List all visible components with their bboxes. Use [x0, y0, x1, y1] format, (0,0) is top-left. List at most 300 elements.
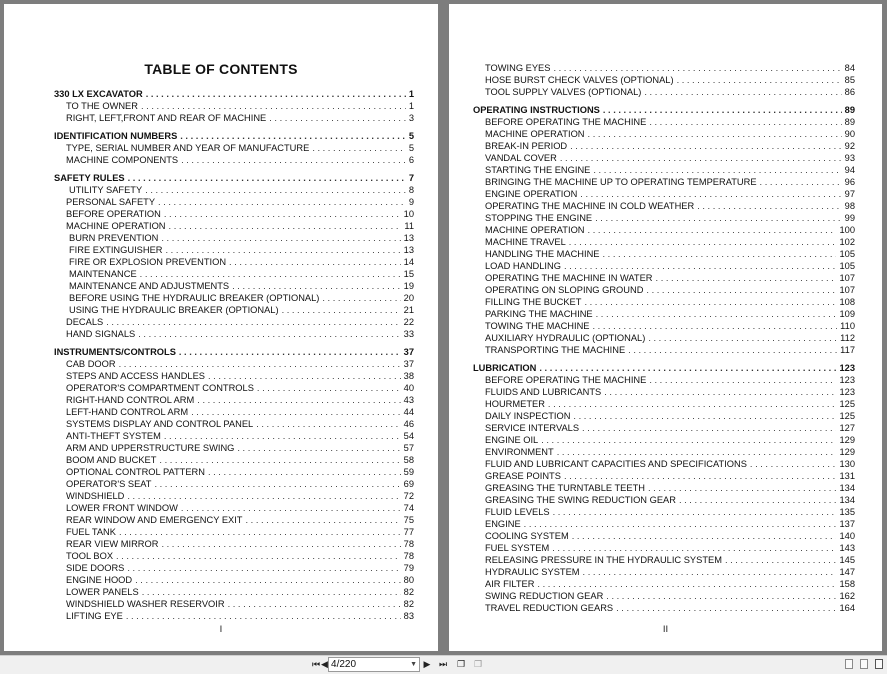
toc-entry[interactable]	[449, 152, 882, 164]
dot-leader	[161, 538, 400, 550]
toc-entry-label: LOAD HANDLING	[485, 261, 561, 271]
toc-entry-label: MACHINE TRAVEL	[485, 237, 566, 247]
toc-entry-label: VANDAL COVER	[485, 153, 557, 163]
toc-entry[interactable]	[4, 478, 438, 490]
toc-entry-page: 14	[403, 257, 414, 267]
page-number-left: I	[219, 624, 223, 635]
toc-entry-label: MACHINE COMPONENTS	[66, 155, 179, 165]
toc-entry[interactable]	[4, 442, 438, 454]
single-page-icon[interactable]: ❐	[456, 659, 466, 669]
toc-entry-label: SWING REDUCTION GEAR	[485, 591, 604, 601]
toc-entry-label: INSTRUMENTS/CONTROLS	[54, 347, 176, 357]
toc-entry-label: BOOM AND BUCKET	[66, 455, 157, 465]
toc-entry-label: ARM AND UPPERSTRUCTURE SWING	[66, 443, 235, 453]
dot-leader	[548, 398, 837, 410]
two-page-icon[interactable]: ❐	[473, 659, 483, 669]
page-field-value: 4	[331, 659, 337, 670]
toc-entry-label: ENGINE OIL	[485, 435, 539, 445]
first-page-icon[interactable]: ⏮	[311, 659, 321, 669]
toc-entry[interactable]	[4, 574, 438, 586]
toc-entry[interactable]	[449, 140, 882, 152]
toc-entry-page: 9	[408, 197, 414, 207]
toc-entry-label: HOURMETER	[485, 399, 545, 409]
toc-entry-label: OPERATING THE MACHINE IN WATER	[485, 273, 653, 283]
toc-entry-page: 135	[839, 507, 855, 517]
panel-toggle-icon[interactable]	[875, 659, 883, 669]
toc-entry-page: 105	[839, 261, 855, 271]
dot-leader	[145, 184, 406, 196]
toc-entry[interactable]	[4, 610, 438, 622]
toc-entry[interactable]	[4, 304, 438, 316]
dot-leader	[564, 470, 837, 482]
toc-entry-page: 58	[403, 455, 414, 465]
toc-entry[interactable]	[449, 578, 882, 590]
toc-entry-label: GREASING THE TURNTABLE TEETH	[485, 483, 645, 493]
toc-entry[interactable]	[4, 268, 438, 280]
toc-entry-label: SYSTEMS DISPLAY AND CONTROL PANEL	[66, 419, 254, 429]
toc-entry-label: DAILY INSPECTION	[485, 411, 571, 421]
toc-entry[interactable]	[449, 518, 882, 530]
dot-leader	[181, 154, 406, 166]
toc-entry-page: 90	[844, 129, 855, 139]
toc-entry-page: 82	[403, 599, 414, 609]
toc-entry-page: 86	[844, 87, 855, 97]
toc-entry-page: 33	[403, 329, 414, 339]
toc-entry[interactable]	[4, 598, 438, 610]
dot-leader	[166, 244, 401, 256]
toc-entry-label: LUBRICATION	[473, 363, 537, 373]
dot-leader	[760, 176, 842, 188]
toc-entry[interactable]	[449, 386, 882, 398]
dot-leader	[106, 316, 400, 328]
toc-entry-label: TYPE, SERIAL NUMBER AND YEAR OF MANUFACTURE	[66, 143, 310, 153]
toc-entry-page: 94	[844, 165, 855, 175]
toc-entry[interactable]	[4, 256, 438, 268]
toc-entry[interactable]	[4, 394, 438, 406]
toc-entry[interactable]	[4, 220, 438, 232]
toc-entry-page: 131	[839, 471, 855, 481]
toc-entry[interactable]	[4, 100, 438, 112]
toc-entry-label: TRANSPORTING THE MACHINE	[485, 345, 626, 355]
toc-entry[interactable]	[4, 184, 438, 196]
toc-list-right	[449, 62, 882, 614]
toc-entry[interactable]	[449, 74, 882, 86]
bookmark-icon[interactable]	[860, 659, 868, 669]
toc-entry-page: 44	[403, 407, 414, 417]
dot-leader	[119, 526, 401, 538]
toc-entry-label: GREASING THE SWING REDUCTION GEAR	[485, 495, 676, 505]
toc-entry-label: USING THE HYDRAULIC BREAKER (OPTIONAL)	[69, 305, 279, 315]
toc-entry-label: IDENTIFICATION NUMBERS	[54, 131, 178, 141]
toc-entry-page: 78	[403, 539, 414, 549]
toc-entry[interactable]	[4, 328, 438, 340]
toc-entry[interactable]	[4, 490, 438, 502]
toc-entry[interactable]	[4, 208, 438, 220]
toc-entry[interactable]	[449, 482, 882, 494]
toc-entry-label: FILLING THE BUCKET	[485, 297, 582, 307]
toc-entry[interactable]	[4, 154, 438, 166]
toc-entry[interactable]	[449, 62, 882, 74]
toc-entry[interactable]	[4, 418, 438, 430]
toc-entry[interactable]	[4, 346, 438, 358]
dot-leader	[140, 268, 401, 280]
toc-entry-label: ENVIRONMENT	[485, 447, 554, 457]
toc-entry-label: WINDSHIELD	[66, 491, 125, 501]
toc-entry[interactable]	[449, 530, 882, 542]
toc-entry[interactable]	[449, 590, 882, 602]
toc-entry-label: MAINTENANCE	[69, 269, 137, 279]
toc-entry-page: 15	[403, 269, 414, 279]
toc-entry-label: LOWER PANELS	[66, 587, 139, 597]
toc-entry[interactable]	[449, 188, 882, 200]
toc-entry-label: SIDE DOORS	[66, 563, 125, 573]
toc-entry-page: 69	[403, 479, 414, 489]
toc-entry-page: 140	[839, 531, 855, 541]
toc-entry-page: 40	[403, 383, 414, 393]
toc-entry[interactable]	[449, 434, 882, 446]
toc-entry-label: LIFTING EYE	[66, 611, 123, 621]
toc-entry-label: OPERATOR'S COMPARTMENT CONTROLS	[66, 383, 254, 393]
toc-entry-label: 330 LX EXCAVATOR	[54, 89, 143, 99]
toc-entry[interactable]	[449, 554, 882, 566]
toc-entry[interactable]	[4, 514, 438, 526]
toc-entry-page: 127	[839, 423, 855, 433]
toc-entry-page: 82	[403, 587, 414, 597]
dot-leader	[228, 598, 401, 610]
prev-page-icon[interactable]: ◀	[321, 659, 328, 669]
toc-entry-label: DECALS	[66, 317, 104, 327]
toc-entry-label: TOOL SUPPLY VALVES (OPTIONAL)	[485, 87, 642, 97]
toc-entry-page: 143	[839, 543, 855, 553]
page-number-input[interactable]	[328, 657, 420, 672]
toc-entry[interactable]	[449, 86, 882, 98]
toc-entry-page: 89	[844, 117, 855, 127]
toc-entry[interactable]	[449, 308, 882, 320]
toc-entry[interactable]	[449, 458, 882, 470]
dot-leader	[269, 112, 406, 124]
dot-leader	[553, 62, 841, 74]
toc-entry[interactable]	[449, 332, 882, 344]
toc-entry-page: 1	[408, 101, 414, 111]
dot-leader	[606, 590, 836, 602]
dot-leader	[584, 296, 836, 308]
toc-entry-label: ANTI-THEFT SYSTEM	[66, 431, 161, 441]
dot-leader	[750, 458, 837, 470]
toc-entry[interactable]	[4, 196, 438, 208]
toc-entry-page: 129	[839, 435, 855, 445]
toc-entry-label: STARTING THE ENGINE	[485, 165, 591, 175]
dot-leader	[128, 172, 406, 184]
toc-entry-page: 1	[408, 89, 414, 99]
dot-leader	[616, 602, 836, 614]
toc-entry-page: 5	[408, 143, 414, 153]
dot-leader	[588, 128, 842, 140]
dot-leader	[644, 86, 841, 98]
dot-leader	[557, 446, 837, 458]
toc-entry-page: 109	[839, 309, 855, 319]
dot-leader	[573, 410, 836, 422]
dot-leader	[197, 394, 400, 406]
toc-entry-label: FIRE OR EXPLOSION PREVENTION	[69, 257, 227, 267]
toc-entry-page: 100	[839, 225, 855, 235]
toc-entry[interactable]	[4, 562, 438, 574]
toc-entry-page: 137	[839, 519, 855, 529]
toc-entry-page: 13	[403, 233, 414, 243]
toc-entry-page: 145	[839, 555, 855, 565]
toc-entry-label: TRAVEL REDUCTION GEARS	[485, 603, 614, 613]
toc-entry[interactable]	[449, 236, 882, 248]
toc-entry[interactable]	[449, 164, 882, 176]
toc-entry[interactable]	[4, 370, 438, 382]
dot-leader	[257, 382, 401, 394]
toc-entry-page: 37	[403, 347, 414, 357]
toc-entry-page: 3	[408, 113, 414, 123]
toc-entry-page: 129	[839, 447, 855, 457]
dot-leader	[164, 430, 401, 442]
view-mode-icon[interactable]	[845, 659, 853, 669]
toc-entry-page: 19	[403, 281, 414, 291]
toc-entry[interactable]	[4, 406, 438, 418]
toc-entry[interactable]	[449, 506, 882, 518]
toc-entry[interactable]	[449, 398, 882, 410]
toc-entry-page: 134	[839, 483, 855, 493]
toc-entry-label: BEFORE OPERATING THE MACHINE	[485, 117, 647, 127]
dot-leader	[656, 272, 837, 284]
toc-entry-page: 83	[403, 611, 414, 621]
toc-entry[interactable]	[449, 470, 882, 482]
toc-entry-label: BURN PREVENTION	[69, 233, 159, 243]
toc-entry-label: HOSE BURST CHECK VALVES (OPTIONAL)	[485, 75, 674, 85]
toc-entry-label: MACHINE OPERATION	[485, 129, 585, 139]
toc-entry-page: 78	[403, 551, 414, 561]
toc-entry[interactable]	[4, 358, 438, 370]
toc-entry[interactable]	[449, 602, 882, 614]
dot-leader	[154, 478, 400, 490]
dot-leader	[246, 514, 401, 526]
toc-entry-label: BREAK-IN PERIOD	[485, 141, 568, 151]
dot-leader	[677, 74, 842, 86]
toc-entry[interactable]	[4, 586, 438, 598]
chevron-down-icon[interactable]: ▼	[410, 661, 417, 668]
toc-entry-page: 123	[839, 387, 855, 397]
toc-entry-label: OPTIONAL CONTROL PATTERN	[66, 467, 205, 477]
toc-entry-label: OPERATOR'S SEAT	[66, 479, 152, 489]
dot-leader	[116, 550, 401, 562]
dot-leader	[560, 152, 842, 164]
toc-entry-page: 11	[404, 221, 414, 231]
toc-entry[interactable]	[4, 382, 438, 394]
dot-leader	[604, 386, 836, 398]
toc-entry-page: 8	[408, 185, 414, 195]
toc-entry[interactable]	[449, 248, 882, 260]
toc-entry-page: 110	[840, 321, 855, 331]
toc-entry[interactable]	[449, 116, 882, 128]
toc-entry[interactable]	[449, 542, 882, 554]
toc-entry-label: RIGHT, LEFT,FRONT AND REAR OF MACHINE	[66, 113, 267, 123]
page-number-right: II	[662, 624, 669, 635]
toc-entry-label: FLUIDS AND LUBRICANTS	[485, 387, 602, 397]
last-page-icon[interactable]: ⏭	[438, 659, 448, 669]
toc-entry[interactable]	[4, 502, 438, 514]
dot-leader	[181, 502, 401, 514]
toc-entry[interactable]	[4, 172, 438, 184]
dot-leader	[628, 344, 837, 356]
toc-entry-label: MAINTENANCE AND ADJUSTMENTS	[69, 281, 230, 291]
toc-entry-page: 77	[403, 527, 414, 537]
toc-entry-page: 89	[844, 105, 855, 115]
toc-entry-page: 97	[844, 189, 855, 199]
toc-entry[interactable]	[449, 446, 882, 458]
dot-leader	[595, 212, 842, 224]
dot-leader	[570, 140, 842, 152]
toc-entry-label: COOLING SYSTEM	[485, 531, 569, 541]
dot-leader	[541, 434, 836, 446]
dot-leader	[208, 370, 401, 382]
toc-entry[interactable]	[449, 224, 882, 236]
toc-entry-page: 92	[844, 141, 855, 151]
dot-leader	[119, 358, 401, 370]
dot-leader	[208, 466, 401, 478]
toc-entry[interactable]	[4, 88, 438, 100]
toc-entry-page: 96	[844, 177, 855, 187]
dot-leader	[232, 280, 401, 292]
toc-entry-page: 164	[839, 603, 855, 613]
toc-entry-label: UTILITY SAFETY	[69, 185, 143, 195]
toc-entry[interactable]	[449, 410, 882, 422]
dot-leader	[146, 88, 406, 100]
toc-entry-label: HYDRAULIC SYSTEM	[485, 567, 580, 577]
dot-leader	[679, 494, 837, 506]
toc-entry[interactable]	[449, 320, 882, 332]
toc-entry[interactable]	[449, 374, 882, 386]
toc-entry[interactable]	[449, 104, 882, 116]
toc-entry-label: CAB DOOR	[66, 359, 116, 369]
toc-entry[interactable]	[449, 296, 882, 308]
toc-entry[interactable]	[4, 232, 438, 244]
toc-entry[interactable]	[449, 284, 882, 296]
dot-leader	[161, 232, 400, 244]
dot-leader	[229, 256, 401, 268]
dot-leader	[524, 518, 837, 530]
dot-leader	[537, 578, 836, 590]
toc-entry-label: OPERATING THE MACHINE IN COLD WEATHER	[485, 201, 695, 211]
toc-entry-label: ENGINE	[485, 519, 521, 529]
dot-leader	[138, 328, 400, 340]
toc-entry-label: MACHINE OPERATION	[66, 221, 166, 231]
toc-entry-label: STEPS AND ACCESS HANDLES	[66, 371, 205, 381]
toc-entry-page: 38	[403, 371, 414, 381]
dot-leader	[648, 482, 837, 494]
toc-entry-label: BEFORE OPERATION	[66, 209, 161, 219]
toc-entry-label: OPERATING ON SLOPING GROUND	[485, 285, 644, 295]
document-page-left	[4, 4, 438, 651]
toc-entry-page: 158	[839, 579, 855, 589]
toc-entry-label: SAFETY RULES	[54, 173, 125, 183]
toc-entry[interactable]	[449, 494, 882, 506]
dot-leader	[159, 454, 400, 466]
toc-entry[interactable]	[4, 550, 438, 562]
dot-leader	[142, 586, 401, 598]
toc-entry-label: STOPPING THE ENGINE	[485, 213, 593, 223]
toc-entry-label: AUXILIARY HYDRAULIC (OPTIONAL)	[485, 333, 646, 343]
dot-leader	[282, 304, 401, 316]
toc-entry[interactable]	[449, 362, 882, 374]
toc-entry-label: ENGINE HOOD	[66, 575, 133, 585]
next-page-icon[interactable]: ▶	[423, 659, 431, 669]
toc-entry-label: TOOL BOX	[66, 551, 114, 561]
toc-entry-page: 20	[403, 293, 414, 303]
toc-entry-page: 85	[844, 75, 855, 85]
toc-entry-label: HANDLING THE MACHINE	[485, 249, 600, 259]
toc-entry[interactable]	[449, 344, 882, 356]
toc-entry[interactable]	[4, 244, 438, 256]
toc-entry[interactable]	[4, 130, 438, 142]
toc-entry[interactable]	[4, 454, 438, 466]
toc-entry-label: LOWER FRONT WINDOW	[66, 503, 178, 513]
dot-leader	[593, 320, 838, 332]
dot-leader	[180, 130, 406, 142]
toc-entry[interactable]	[449, 212, 882, 224]
dot-leader	[322, 292, 400, 304]
toc-entry[interactable]	[4, 526, 438, 538]
toc-entry[interactable]	[4, 538, 438, 550]
toc-entry[interactable]	[4, 292, 438, 304]
toc-entry[interactable]	[449, 128, 882, 140]
dot-leader	[593, 164, 841, 176]
toc-entry-label: REAR WINDOW AND EMERGENCY EXIT	[66, 515, 243, 525]
toc-entry-page: 5	[408, 131, 414, 141]
toc-entry[interactable]	[4, 466, 438, 478]
toc-entry-page: 105	[839, 249, 855, 259]
toc-entry-page: 13	[403, 245, 414, 255]
toc-entry[interactable]	[449, 200, 882, 212]
toc-entry-label: FUEL SYSTEM	[485, 543, 550, 553]
dot-leader	[126, 610, 401, 622]
document-page-right	[449, 4, 882, 651]
toc-entry-page: 98	[844, 201, 855, 211]
dot-leader	[552, 542, 836, 554]
toc-entry[interactable]	[4, 280, 438, 292]
dot-leader	[256, 418, 400, 430]
toc-entry-page: 107	[839, 285, 855, 295]
toc-entry-page: 93	[844, 153, 855, 163]
toc-entry[interactable]	[449, 422, 882, 434]
toc-entry[interactable]	[449, 176, 882, 188]
dot-leader	[697, 200, 841, 212]
toc-list-left	[4, 88, 438, 622]
toc-entry[interactable]	[449, 272, 882, 284]
toc-entry-label: BEFORE OPERATING THE MACHINE	[485, 375, 647, 385]
toc-entry-label: RIGHT-HAND CONTROL ARM	[66, 395, 195, 405]
toc-entry[interactable]	[4, 316, 438, 328]
page-title: TABLE OF CONTENTS	[144, 61, 298, 77]
toc-entry-page: 37	[403, 359, 414, 369]
toc-entry[interactable]	[4, 142, 438, 154]
toc-entry[interactable]	[4, 430, 438, 442]
toc-entry-page: 125	[839, 411, 855, 421]
toc-entry-label: RELEASING PRESSURE IN THE HYDRAULIC SYSTEM	[485, 555, 722, 565]
toc-entry-label: WINDSHIELD WASHER RESERVOIR	[66, 599, 225, 609]
dot-leader	[583, 566, 837, 578]
toc-entry-page: 72	[403, 491, 414, 501]
toc-entry-label: FUEL TANK	[66, 527, 116, 537]
toc-entry[interactable]	[449, 260, 882, 272]
toc-entry-label: AIR FILTER	[485, 579, 535, 589]
toc-entry-label: TOWING THE MACHINE	[485, 321, 590, 331]
toc-entry[interactable]	[4, 112, 438, 124]
toc-entry-page: 125	[839, 399, 855, 409]
toc-entry[interactable]	[449, 566, 882, 578]
